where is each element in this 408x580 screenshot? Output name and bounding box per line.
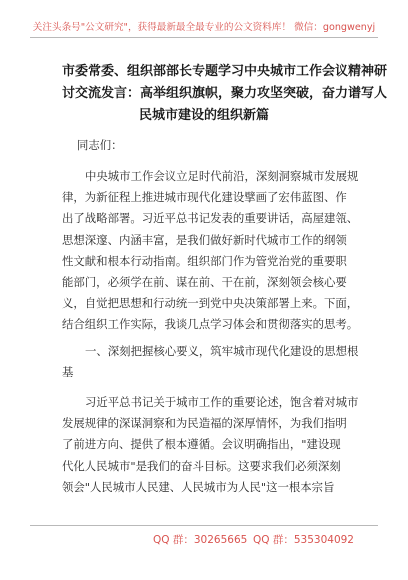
text-line: 义，自觉把思想和行动统一到党中央决策部署上来。下面， (62, 296, 359, 311)
text-line: 出了战略部署。习近平总书记发表的重要讲话，高屋建瓴、 (62, 211, 359, 226)
text-line: 习近平总书记关于城市工作的重要论述，饱含着对城市 (85, 395, 359, 409)
text-line: 思想深邃、内涵丰富，是我们做好新时代城市工作的纲领 (62, 232, 347, 247)
header-notice: 关注头条号"公文研究"，获得最新最全最专业的公文资料库！ 微信：gongwenyj (32, 22, 376, 33)
title-line: 市委常委、组织部部长专题学习中央城市工作会议精神研 (62, 64, 388, 79)
title-line: 民城市建设的组织新篇 (138, 108, 269, 123)
footer-qq-group-1: QQ 群：30265665 (153, 534, 248, 546)
text-line: 基 (62, 365, 74, 380)
text-line: 领会"人民城市人民建、人民城市为人民"这一根本宗旨 (62, 479, 335, 494)
text-line: 中央城市工作会议立足时代前沿，深刻洞察城市发展规 (85, 169, 359, 183)
text-line: 一、深刻把握核心要义，筑牢城市现代化建设的思想根 (85, 344, 359, 358)
text-line: 结合组织工作实际，我谈几点学习体会和贯彻落实的思考。 (62, 317, 359, 332)
section-heading-1 (62, 341, 359, 383)
text-line: 代化人民城市"是我们的奋斗目标。这要求我们必须深刻 (62, 458, 341, 473)
footer-qq-group-2: QQ 群：535304092 (253, 534, 354, 546)
document-title (62, 61, 388, 127)
title-line: 讨交流发言：高举组织旗帜，聚力攻坚突破，奋力谱写人 (62, 86, 388, 101)
text-line: 发展规律的深谋洞察和为民造福的深厚情怀，为我们指明 (62, 416, 347, 431)
header-divider (30, 37, 378, 38)
text-line: 律，为新征程上推进城市现代化建设擘画了宏伟蓝图、作 (62, 190, 347, 205)
paragraph-section-1 (62, 392, 359, 498)
text-line: 了前进方向、提供了根本遵循。会议明确指出，"建设现 (62, 437, 341, 452)
paragraph-intro (62, 166, 359, 336)
text-line: 性文献和根本行动指南。组织部门作为管党治党的重要职 (62, 253, 347, 268)
footer-divider (30, 525, 378, 526)
salutation: 同志们： (77, 138, 123, 152)
text-line: 能部门，必须学在前、谋在前、干在前，深刻领会核心要 (62, 275, 347, 290)
